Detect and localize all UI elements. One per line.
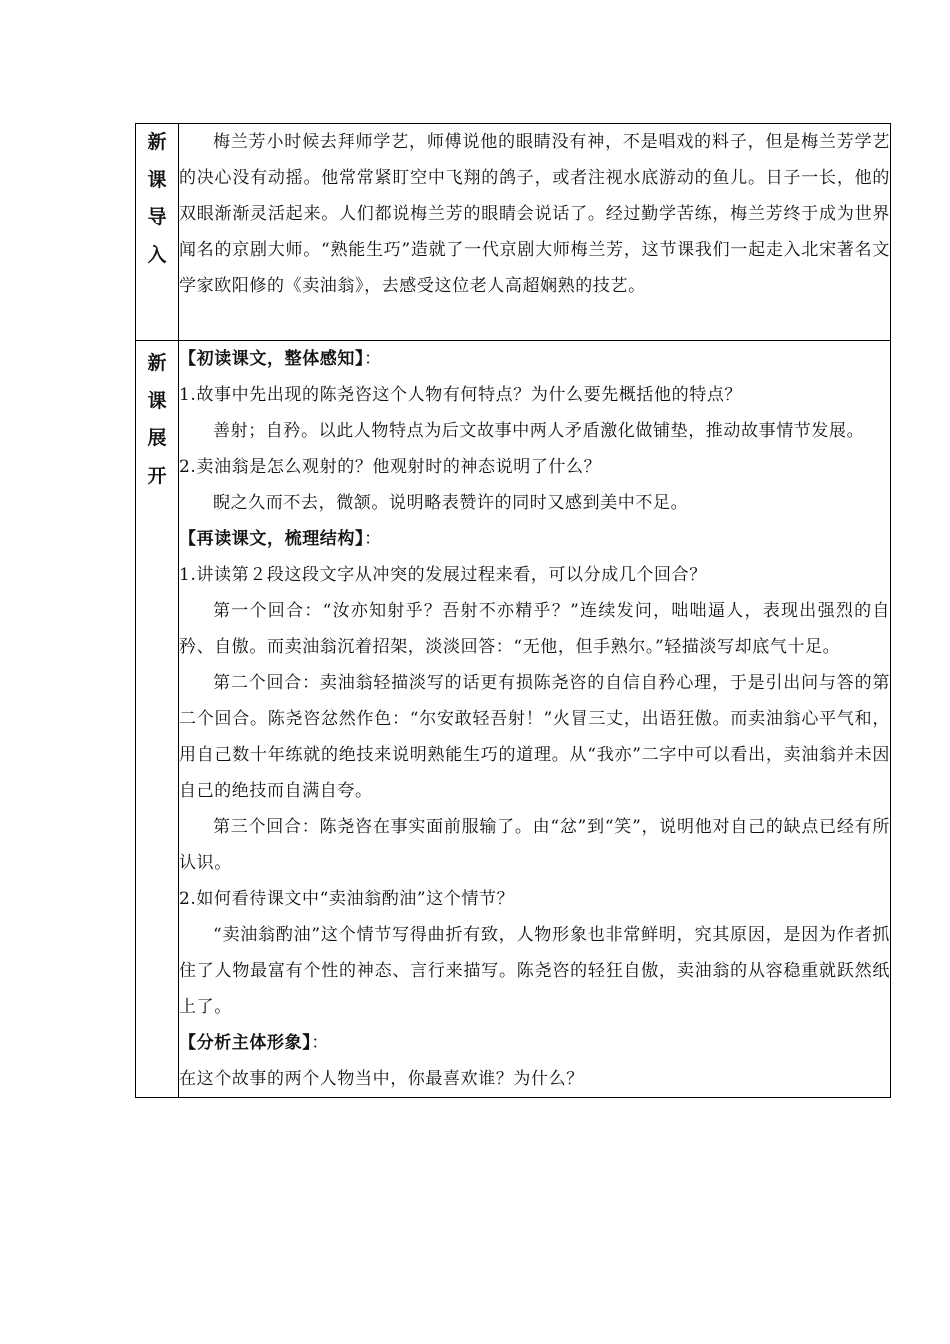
development-label-char: 展 xyxy=(147,427,167,449)
section-heading-second-reading xyxy=(179,521,890,557)
answer-4: “卖油翁酌油”这个情节写得曲折有致，人物形象也非常鲜明，究其原因，是因为作者抓住了人物最富有个性的神态、言行来描写。陈尧咨的轻狂自傲，卖油翁的从容稳重就跃然纸上了。 xyxy=(179,925,890,1017)
intro-label-cell xyxy=(136,124,179,341)
round-1-paragraph: 第一个回合：“汝亦知射乎？吾射不亦精乎？”连续发问，咄咄逼人，表现出强烈的自矜、自傲。而卖油翁沉着招架，淡淡回答：“无他，但手熟尔。”轻描淡写却底气十足。 xyxy=(179,601,890,657)
question-2: 2.卖油翁是怎么观射的？他观射时的神态说明了什么？ xyxy=(179,457,602,477)
intro-label-char: 导 xyxy=(147,206,167,228)
development-label-char: 课 xyxy=(147,389,167,412)
section-heading-text: 【再读课文，梳理结构】 xyxy=(179,529,365,549)
intro-content-cell xyxy=(179,124,891,341)
question-3: 1.讲读第２段这段文字从冲突的发展过程来看，可以分成几个回合？ xyxy=(179,565,707,585)
question-4: 2.如何看待课文中“卖油翁酌油”这个情节？ xyxy=(179,889,515,909)
section-heading-colon: ： xyxy=(311,1033,329,1053)
question-5: 在这个故事的两个人物当中，你最喜欢谁？为什么？ xyxy=(179,1069,584,1089)
section-heading-text: 【分析主体形象】 xyxy=(179,1033,312,1053)
section-heading-colon: ： xyxy=(364,529,382,549)
answer-1: 善射；自矜。以此人物特点为后文故事中两人矛盾激化做铺垫，推动故事情节发展。 xyxy=(213,421,865,441)
intro-paragraph: 梅兰芳小时候去拜师学艺，师傅说他的眼睛没有神，不是唱戏的料子，但是梅兰芳学艺的决心没有动摇。他常常紧盯空中飞翔的鸽子，或者注视水底游动的鱼儿。日子一长，他的双眼渐渐灵活起来。人们都说梅兰芳的眼睛会说话了。经过勤学苦练，梅兰芳终于成为世界闻名的京剧大师。“熟能生巧”造就了一代京剧大师梅兰芳，这节课我们一起走入北宋著名文学家欧阳修的《卖油翁》，去感受这位老人高超娴熟的技艺。 xyxy=(179,132,890,296)
intro-label-char: 入 xyxy=(147,243,167,266)
intro-row xyxy=(136,124,891,341)
development-label-char: 开 xyxy=(147,464,167,487)
section-heading-first-reading xyxy=(179,341,890,377)
intro-label-char: 新 xyxy=(147,131,167,153)
section-heading-character-analysis xyxy=(179,1025,890,1061)
round-3-paragraph: 第三个回合：陈尧咨在事实面前服输了。由“忿”到“笑”，说明他对自己的缺点已经有所认识。 xyxy=(179,817,890,873)
answer-2: 睨之久而不去，微颔。说明略表赞许的同时又感到美中不足。 xyxy=(213,493,689,513)
question-1: 1.故事中先出现的陈尧咨这个人物有何特点？为什么要先概括他的特点？ xyxy=(179,385,743,405)
development-content-cell xyxy=(179,341,891,1098)
development-label-cell xyxy=(136,341,179,1098)
intro-label xyxy=(136,124,178,274)
section-heading-colon: ： xyxy=(364,349,382,369)
development-label-char: 新 xyxy=(147,352,167,374)
intro-label-char: 课 xyxy=(147,168,167,191)
round-2-paragraph: 第二个回合：卖油翁轻描淡写的话更有损陈尧咨的自信自矜心理，于是引出问与答的第二个回合。陈尧咨忿然作色：“尔安敢轻吾射！”火冒三丈，出语狂傲。而卖油翁心平气和，用自己数十年练就的绝技来说明熟能生巧的道理。从“我亦”二字中可以看出，卖油翁并未因自己的绝技而自满自夸。 xyxy=(179,673,890,801)
lesson-plan-table xyxy=(135,123,891,1098)
development-row xyxy=(136,341,891,1098)
section-heading-text: 【初读课文，整体感知】 xyxy=(179,349,365,369)
development-label xyxy=(136,345,178,495)
